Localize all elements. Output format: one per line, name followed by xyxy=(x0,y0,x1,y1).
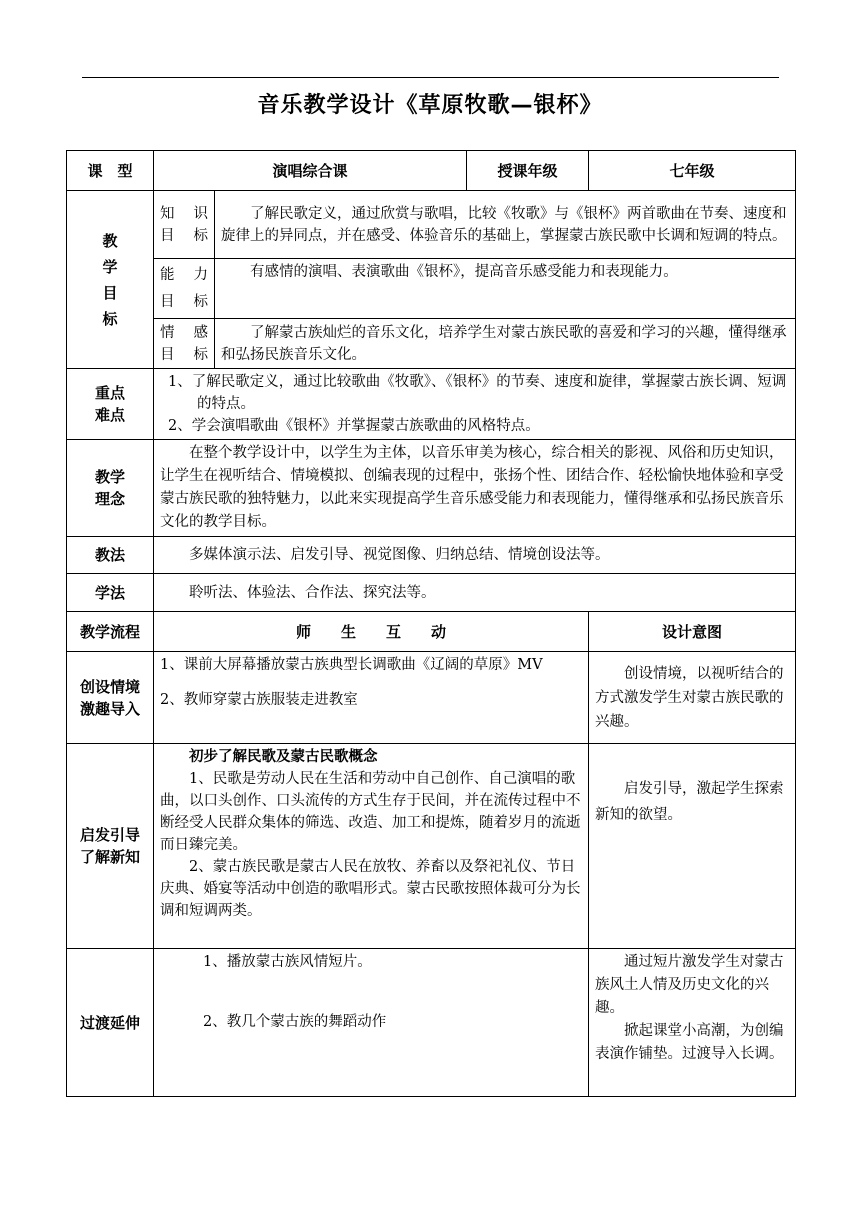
learning-label: 学法 xyxy=(67,574,154,612)
key-points-row xyxy=(67,369,796,440)
grade-label: 授课年级 xyxy=(467,151,589,191)
step-2-heading: 初步了解民歌及蒙古民歌概念 xyxy=(189,749,378,765)
philosophy-text: 在整个教学设计中，以学生为主体，以音乐审美为核心，综合相关的影视、风俗和历史知识，让学生在视听结合、情境模拟、创编表现的过程中，张扬个性、团结合作、轻松愉快地体验和享受蒙古族民歌的独特魅力，以此来实现提高学生音乐感受能力和表现能力，懂得继承和弘扬民族音乐文化的教学目标。 xyxy=(154,440,796,537)
step-row-1 xyxy=(67,652,796,744)
type-value: 演唱综合课 xyxy=(154,151,467,191)
step-1-intent: 创设情境，以视听结合的方式激发学生对蒙古族民歌的兴趣。 xyxy=(589,652,796,744)
step-3-content: 1、播放蒙古族风情短片。 2、教几个蒙古族的舞蹈动作 xyxy=(154,949,589,1097)
key-point-1: 1、了解民歌定义，通过比较歌曲《牧歌》、《银杯》的节奏、速度和旋律，掌握蒙古族长调、短调的特点。 xyxy=(168,374,787,412)
objective-knowledge-row xyxy=(67,191,796,259)
type-label: 课 型 xyxy=(67,151,154,191)
philosophy-label: 教学 理念 xyxy=(67,440,154,537)
step-2-intent: 启发引导，激起学生探索新知的欲望。 xyxy=(589,744,796,949)
step-3-label: 过渡延伸 xyxy=(67,949,154,1097)
step-2-label: 启发引导 了解新知 xyxy=(67,744,154,949)
ability-objective-label: 能力 目标 xyxy=(154,259,215,319)
key-point-2: 2、学会演唱歌曲《银杯》并掌握蒙古族歌曲的风格特点。 xyxy=(168,418,540,434)
step-3-intent: 通过短片激发学生对蒙古族风土人情及历史文化的兴趣。 掀起课堂小高潮，为创编表演作铺垫。过渡导入长调。 xyxy=(589,949,796,1097)
header-rule xyxy=(82,77,779,78)
emotion-objective-label: 情感 目标 xyxy=(154,319,215,369)
ability-objective-text: 有感情的演唱、表演歌曲《银杯》，提高音乐感受能力和表现能力。 xyxy=(215,259,796,319)
header-row xyxy=(67,151,796,191)
step-row-2 xyxy=(67,744,796,949)
objective-ability-row xyxy=(67,259,796,319)
knowledge-objective-text: 了解民歌定义，通过欣赏与歌唱，比较《牧歌》与《银杯》两首歌曲在节奏、速度和旋律上的异同点，并在感受、体验音乐的基础上，掌握蒙古族民歌中长调和短调的特点。 xyxy=(215,191,796,259)
interaction-header: 师 生 互 动 xyxy=(154,612,589,652)
document-title: 音乐教学设计《草原牧歌—银杯》 xyxy=(257,93,603,118)
key-points-label: 重点 难点 xyxy=(67,369,154,440)
step-row-3 xyxy=(67,949,796,1097)
intent-header: 设计意图 xyxy=(589,612,796,652)
emotion-objective-text: 了解蒙古族灿烂的音乐文化，培养学生对蒙古族民歌的喜爱和学习的兴趣，懂得继承和弘扬民族音乐文化。 xyxy=(215,319,796,369)
knowledge-objective-label: 知识 目标 xyxy=(154,191,215,259)
philosophy-row xyxy=(67,440,796,537)
step-1-content: 1、课前大屏幕播放蒙古族典型长调歌曲《辽阔的草原》MV 2、教师穿蒙古族服装走进教室 xyxy=(154,652,589,744)
grade-value: 七年级 xyxy=(589,151,796,191)
flow-header-row xyxy=(67,612,796,652)
key-points-text xyxy=(154,369,796,440)
step-1-label: 创设情境 激趣导入 xyxy=(67,652,154,744)
methods-text: 多媒体演示法、启发引导、视觉图像、归纳总结、情境创设法等。 xyxy=(154,537,796,574)
objective-emotion-row xyxy=(67,319,796,369)
step-2-content: 初步了解民歌及蒙古民歌概念 1、民歌是劳动人民在生活和劳动中自己创作、自己演唱的歌曲，以口头创作、口头流传的方式生存于民间，并在流传过程中不断经受人民群众集体的筛选、改造、加工和提炼，随着岁月的流逝而日臻完美。 2、蒙古族民歌是蒙古人民在放牧、养畜以及祭祀礼仪、节日庆典、婚宴等活动中创造的歌唱形式。蒙古民歌按照体裁可分为长调和短调两类。 xyxy=(154,744,589,949)
learning-row xyxy=(67,574,796,612)
process-header: 教学流程 xyxy=(67,612,154,652)
methods-row xyxy=(67,537,796,574)
lesson-plan-table xyxy=(66,150,796,1097)
learning-text: 聆听法、体验法、合作法、探究法等。 xyxy=(154,574,796,612)
methods-label: 教法 xyxy=(67,537,154,574)
objectives-label: 教 学 目 标 xyxy=(67,191,154,369)
